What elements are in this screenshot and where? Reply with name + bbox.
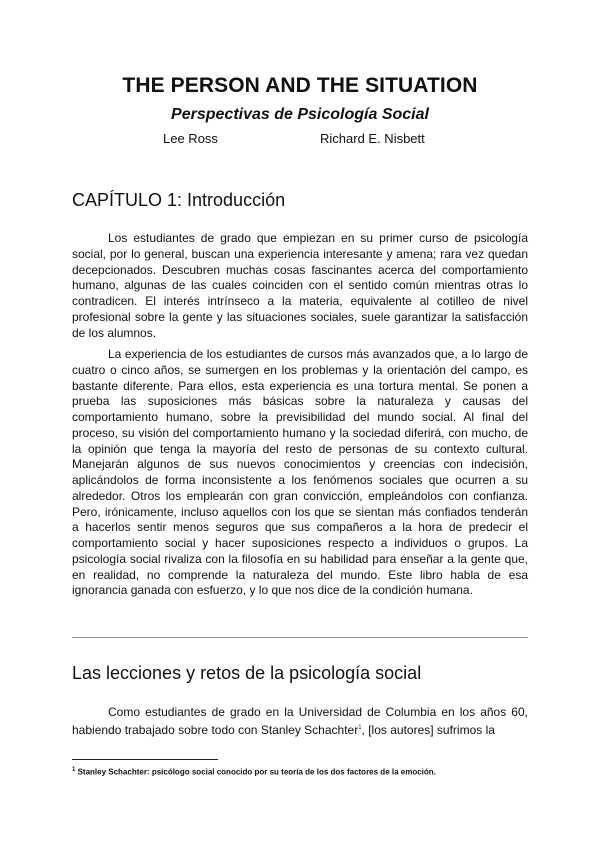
book-subtitle: Perspectivas de Psicología Social: [171, 106, 429, 123]
section-divider: [72, 637, 528, 638]
paragraph: La experiencia de los estudiantes de cursos más avanzados que, a lo largo de cuatro o cinco años, se sumergen en los problemas y la orientación del campo, es bastante diferente. Para ellos, esta experiencia es una tortura mental. Se ponen a prueba las suposiciones más básicas sobre la naturaleza y causas del comportamiento humano, sobre la previsibilidad del mundo social. Al final del proceso, su visión del comportamiento humano y la sociedad diferirá, con mucho, de la opinión que tenga la mayoría del resto de personas de su contexto cultural. Manejarán algunos de sus nuevos conocimientos y creencias con indecisión, aplicándolos de forma inconsistente a los fenómenos sociales que ocurren a su alrededor. Otros los emplearán con gran convicción, empleándolos con confianza. Pero, irónicamente, incluso aquellos con los que se sientan más confiados tenderán a hacerlos sentir menos seguros que sus compañeros a la hora de predecir el comportamiento social y hacer suposiciones respecto a individuos o grupos. La psicología social rivaliza con la filosofía en su habilidad para enseñar a la gente que, en realidad, no comprende la naturaleza del mundo. Este libro habla de esa ignorancia ganada con esfuerzo, y lo que nos dice de la condición humana.: [72, 347, 528, 598]
footnote-separator: [72, 759, 218, 760]
footnote-text: Stanley Schachter: psicólogo social conocido por su teoría de los dos factores de la emoción.: [75, 767, 436, 777]
book-title: THE PERSON AND THE SITUATION: [122, 74, 478, 97]
section-heading: Las lecciones y retos de la psicología social: [72, 663, 422, 683]
author-name: Richard E. Nisbett: [320, 131, 425, 146]
paragraph: Los estudiantes de grado que empiezan en su primer curso de psicología social, por lo general, buscan una experiencia interesante y amena; rara vez quedan decepcionados. Descubren muchas cosas fascinantes acerca del comportamiento humano, algunas de las cuales coinciden con el sentido común mientras otras lo contradicen. El interés intrínseco a la materia, equivalente al cotilleo de nivel profesional sobre la gente y las situaciones sociales, suele garantizar la satisfacción de los alumnos.: [72, 231, 528, 340]
paragraph-text: Como estudiantes de grado en la Universidad de Columbia en los años 60, habiendo trabajado sobre todo con Stanley Schachter: [72, 705, 528, 737]
footnote-reference[interactable]: 1: [358, 724, 362, 731]
footnote: [72, 765, 552, 778]
paragraph: [72, 705, 528, 739]
footnote-marker: 1: [72, 767, 76, 773]
paragraph-text: , [los autores] sufrimos la: [361, 722, 495, 737]
chapter-heading: CAPÍTULO 1: Introducción: [72, 190, 286, 210]
author-name: Lee Ross: [163, 131, 218, 146]
